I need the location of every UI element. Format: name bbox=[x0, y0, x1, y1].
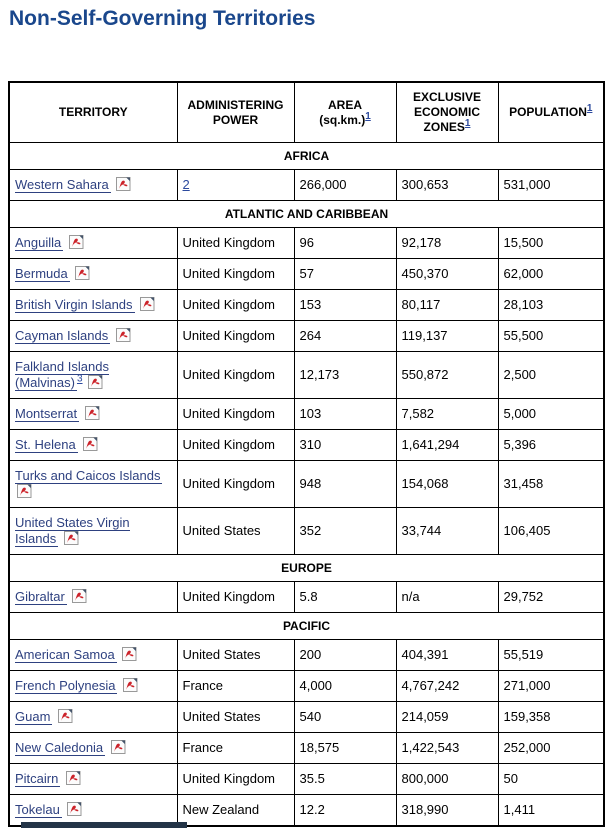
administering-power-text: United Kingdom bbox=[182, 266, 275, 281]
column-header-text: ADMINISTERING bbox=[187, 97, 284, 112]
column-header-territory bbox=[9, 82, 177, 143]
territory-cell bbox=[9, 170, 177, 201]
administering-power-text: United Kingdom bbox=[182, 476, 275, 491]
population-cell bbox=[498, 461, 604, 508]
administering-power-cell bbox=[177, 399, 294, 430]
footnote-link[interactable]: 3 bbox=[76, 373, 83, 385]
eez-cell bbox=[396, 290, 498, 321]
column-header-text: (sq.km.) bbox=[319, 112, 366, 127]
territory-cell bbox=[9, 508, 177, 555]
territory-link[interactable]: Gibraltar bbox=[15, 589, 65, 604]
territory-cell bbox=[9, 764, 177, 795]
eez-cell bbox=[396, 228, 498, 259]
area-cell bbox=[294, 228, 396, 259]
population-value: 28,103 bbox=[503, 297, 544, 312]
table-row bbox=[9, 582, 604, 613]
territory-link[interactable]: Pitcairn bbox=[15, 771, 59, 786]
eez-cell bbox=[396, 430, 498, 461]
pdf-icon[interactable] bbox=[123, 678, 138, 692]
administering-power-text: United Kingdom bbox=[182, 328, 275, 343]
administering-power-cell bbox=[177, 733, 294, 764]
administering-power-text: United Kingdom bbox=[182, 297, 275, 312]
table-row bbox=[9, 764, 604, 795]
footnote-link[interactable]: 1 bbox=[464, 118, 471, 129]
section-row bbox=[9, 143, 604, 170]
column-header-text: POWER bbox=[212, 112, 259, 127]
eez-value: 80,117 bbox=[401, 297, 441, 312]
footnote-link[interactable]: 1 bbox=[365, 110, 371, 122]
territory-link[interactable]: St. Helena bbox=[15, 437, 76, 452]
area-cell bbox=[294, 795, 396, 827]
administering-power-text: United Kingdom bbox=[182, 589, 275, 604]
area-value: 12.2 bbox=[299, 802, 325, 817]
area-cell bbox=[294, 733, 396, 764]
territory-link[interactable]: American Samoa bbox=[15, 647, 115, 662]
pdf-icon[interactable] bbox=[17, 484, 32, 498]
administering-power-text: United States bbox=[182, 647, 261, 662]
population-cell bbox=[498, 321, 604, 352]
population-cell bbox=[498, 702, 604, 733]
area-value: 18,575 bbox=[299, 740, 340, 755]
table-row bbox=[9, 228, 604, 259]
pdf-icon[interactable] bbox=[66, 771, 81, 785]
table-row bbox=[9, 461, 604, 508]
administering-power-cell bbox=[177, 671, 294, 702]
population-value: 1,411 bbox=[503, 802, 536, 817]
administering-power-text: United Kingdom bbox=[182, 437, 275, 452]
territories-table bbox=[8, 81, 605, 827]
territory-cell bbox=[9, 733, 177, 764]
eez-cell bbox=[396, 795, 498, 827]
territory-link[interactable]: Guam bbox=[15, 709, 51, 724]
page-title: Non-Self-Governing Territories bbox=[9, 7, 316, 30]
table-row bbox=[9, 430, 604, 461]
administering-power-cell bbox=[177, 290, 294, 321]
administering-power-cell bbox=[177, 170, 294, 201]
table-row bbox=[9, 290, 604, 321]
header-row bbox=[9, 82, 604, 143]
population-value: 252,000 bbox=[503, 740, 551, 755]
territory-link[interactable]: Western Sahara bbox=[15, 177, 109, 192]
territory-link[interactable]: French Polynesia bbox=[15, 678, 116, 693]
eez-value: 1,641,294 bbox=[401, 437, 460, 452]
territory-link[interactable]: Anguilla bbox=[15, 235, 62, 250]
administering-power-cell bbox=[177, 321, 294, 352]
administering-power-text: France bbox=[182, 678, 223, 693]
area-value: 540 bbox=[299, 709, 322, 724]
table-row bbox=[9, 671, 604, 702]
territory-cell bbox=[9, 671, 177, 702]
table-row bbox=[9, 733, 604, 764]
column-header-text: EXCLUSIVE bbox=[412, 90, 481, 104]
table-body bbox=[9, 143, 604, 827]
area-cell bbox=[294, 671, 396, 702]
area-cell bbox=[294, 702, 396, 733]
administering-power-cell bbox=[177, 259, 294, 290]
area-cell bbox=[294, 290, 396, 321]
administering-power-cell bbox=[177, 702, 294, 733]
population-value: 31,458 bbox=[503, 476, 544, 491]
administering-power-text: New Zealand bbox=[182, 802, 260, 817]
population-value: 50 bbox=[503, 771, 518, 786]
eez-cell bbox=[396, 321, 498, 352]
territory-cell bbox=[9, 430, 177, 461]
territory-cell bbox=[9, 228, 177, 259]
area-value: 264 bbox=[299, 328, 322, 343]
area-cell bbox=[294, 764, 396, 795]
population-cell bbox=[498, 582, 604, 613]
footnote-link[interactable]: 2 bbox=[182, 177, 190, 192]
section-row bbox=[9, 201, 604, 228]
eez-value: n/a bbox=[401, 589, 420, 604]
administering-power-cell bbox=[177, 764, 294, 795]
column-header-text: TERRITORY bbox=[58, 105, 128, 119]
area-value: 310 bbox=[299, 437, 322, 452]
population-cell bbox=[498, 170, 604, 201]
eez-cell bbox=[396, 461, 498, 508]
territory-cell bbox=[9, 290, 177, 321]
eez-value: 550,872 bbox=[401, 367, 449, 382]
administering-power-text: United States bbox=[182, 523, 261, 538]
pdf-icon[interactable] bbox=[88, 375, 103, 389]
pdf-icon[interactable] bbox=[67, 802, 82, 816]
area-value: 5.8 bbox=[299, 589, 318, 604]
area-cell bbox=[294, 352, 396, 399]
eez-cell bbox=[396, 508, 498, 555]
eez-cell bbox=[396, 671, 498, 702]
area-value: 12,173 bbox=[299, 367, 340, 382]
territory-cell bbox=[9, 640, 177, 671]
area-value: 4,000 bbox=[299, 678, 333, 693]
pdf-icon[interactable] bbox=[122, 647, 137, 661]
eez-value: 404,391 bbox=[401, 647, 449, 662]
eez-cell bbox=[396, 259, 498, 290]
pdf-icon[interactable] bbox=[111, 740, 126, 754]
table-row bbox=[9, 702, 604, 733]
population-cell bbox=[498, 430, 604, 461]
eez-value: 318,990 bbox=[401, 802, 449, 817]
eez-cell bbox=[396, 582, 498, 613]
population-value: 106,405 bbox=[503, 523, 551, 538]
territory-cell bbox=[9, 582, 177, 613]
eez-cell bbox=[396, 733, 498, 764]
population-value: 5,396 bbox=[503, 437, 537, 452]
eez-value: 154,068 bbox=[401, 476, 449, 491]
area-value: 35.5 bbox=[299, 771, 325, 786]
pdf-icon[interactable] bbox=[116, 177, 131, 191]
population-cell bbox=[498, 795, 604, 827]
population-cell bbox=[498, 399, 604, 430]
eez-value: 450,370 bbox=[401, 266, 449, 281]
eez-value: 214,059 bbox=[401, 709, 449, 724]
column-header-text: ZONES bbox=[423, 120, 465, 134]
eez-cell bbox=[396, 640, 498, 671]
population-value: 2,500 bbox=[503, 367, 537, 382]
section-title: AFRICA bbox=[9, 143, 604, 170]
section-title: EUROPE bbox=[9, 555, 604, 582]
territory-link[interactable]: United States Virgin Islands bbox=[15, 515, 130, 546]
area-value: 96 bbox=[299, 235, 314, 250]
population-value: 271,000 bbox=[503, 678, 551, 693]
administering-power-text: United Kingdom bbox=[182, 235, 275, 250]
pdf-icon[interactable] bbox=[69, 235, 84, 249]
administering-power-text: France bbox=[182, 740, 223, 755]
eez-value: 92,178 bbox=[401, 235, 442, 250]
territory-cell bbox=[9, 321, 177, 352]
administering-power-text: United States bbox=[182, 709, 261, 724]
territory-link[interactable]: Cayman Islands bbox=[15, 328, 109, 343]
administering-power-cell bbox=[177, 430, 294, 461]
territory-link[interactable]: Falkland Islands (Malvinas) bbox=[15, 359, 109, 390]
table-row bbox=[9, 508, 604, 555]
area-value: 352 bbox=[299, 523, 322, 538]
population-cell bbox=[498, 352, 604, 399]
area-value: 266,000 bbox=[299, 177, 347, 192]
population-value: 159,358 bbox=[503, 709, 551, 724]
column-header-eez bbox=[396, 82, 498, 143]
footnote-link[interactable]: 1 bbox=[586, 103, 593, 114]
pdf-icon[interactable] bbox=[116, 328, 131, 342]
pdf-icon[interactable] bbox=[140, 297, 155, 311]
table-row bbox=[9, 321, 604, 352]
pdf-icon[interactable] bbox=[85, 406, 100, 420]
column-header-text: ECONOMIC bbox=[414, 105, 480, 119]
area-value: 153 bbox=[299, 297, 322, 312]
administering-power-cell bbox=[177, 228, 294, 259]
table-row bbox=[9, 259, 604, 290]
section-row bbox=[9, 613, 604, 640]
population-value: 15,500 bbox=[503, 235, 544, 250]
administering-power-text: United Kingdom bbox=[182, 367, 275, 382]
administering-power-cell bbox=[177, 640, 294, 671]
eez-cell bbox=[396, 170, 498, 201]
pdf-icon[interactable] bbox=[75, 266, 90, 280]
eez-value: 1,422,543 bbox=[401, 740, 460, 755]
population-value: 531,000 bbox=[503, 177, 551, 192]
population-cell bbox=[498, 764, 604, 795]
pdf-icon[interactable] bbox=[64, 531, 79, 545]
territory-link[interactable]: Bermuda bbox=[15, 266, 68, 281]
area-cell bbox=[294, 170, 396, 201]
column-header-text: AREA bbox=[327, 97, 362, 112]
administering-power-cell bbox=[177, 508, 294, 555]
territory-cell bbox=[9, 352, 177, 399]
eez-value: 4,767,242 bbox=[401, 678, 460, 693]
area-cell bbox=[294, 430, 396, 461]
territory-cell bbox=[9, 461, 177, 508]
administering-power-text: United Kingdom bbox=[182, 771, 275, 786]
territory-link[interactable]: Tokelau bbox=[15, 802, 60, 817]
pdf-icon[interactable] bbox=[72, 589, 87, 603]
territory-link[interactable]: Turks and Caicos Islands bbox=[15, 468, 161, 483]
area-cell bbox=[294, 582, 396, 613]
eez-cell bbox=[396, 352, 498, 399]
administering-power-cell bbox=[177, 582, 294, 613]
administering-power-cell bbox=[177, 352, 294, 399]
eez-value: 7,582 bbox=[401, 406, 435, 421]
section-row bbox=[9, 555, 604, 582]
territory-link[interactable]: New Caledonia bbox=[15, 740, 104, 755]
table-row bbox=[9, 399, 604, 430]
pdf-icon[interactable] bbox=[83, 437, 98, 451]
area-cell bbox=[294, 321, 396, 352]
population-cell bbox=[498, 733, 604, 764]
population-value: 5,000 bbox=[503, 406, 537, 421]
population-cell bbox=[498, 640, 604, 671]
table-row bbox=[9, 170, 604, 201]
eez-value: 300,653 bbox=[401, 177, 449, 192]
population-cell bbox=[498, 671, 604, 702]
eez-cell bbox=[396, 702, 498, 733]
eez-value: 119,137 bbox=[401, 328, 448, 343]
population-value: 29,752 bbox=[503, 589, 544, 604]
territory-cell bbox=[9, 702, 177, 733]
column-header-population bbox=[498, 82, 604, 143]
population-cell bbox=[498, 508, 604, 555]
pdf-icon[interactable] bbox=[58, 709, 73, 723]
area-cell bbox=[294, 461, 396, 508]
column-header-text: POPULATION bbox=[509, 105, 587, 119]
eez-cell bbox=[396, 399, 498, 430]
area-cell bbox=[294, 399, 396, 430]
administering-power-cell bbox=[177, 795, 294, 827]
area-value: 57 bbox=[299, 266, 314, 281]
area-cell bbox=[294, 508, 396, 555]
territory-cell bbox=[9, 259, 177, 290]
table-row bbox=[9, 640, 604, 671]
population-cell bbox=[498, 228, 604, 259]
clipped-bottom-bar bbox=[21, 822, 187, 828]
area-value: 103 bbox=[299, 406, 322, 421]
territory-cell bbox=[9, 399, 177, 430]
section-title: PACIFIC bbox=[9, 613, 604, 640]
eez-value: 33,744 bbox=[401, 523, 442, 538]
population-cell bbox=[498, 290, 604, 321]
territory-link[interactable]: British Virgin Islands bbox=[15, 297, 133, 312]
population-value: 62,000 bbox=[503, 266, 544, 281]
column-header-administering-power bbox=[177, 82, 294, 143]
area-cell bbox=[294, 640, 396, 671]
area-cell bbox=[294, 259, 396, 290]
territory-link[interactable]: Montserrat bbox=[15, 406, 78, 421]
table-row bbox=[9, 352, 604, 399]
population-value: 55,500 bbox=[503, 328, 544, 343]
population-value: 55,519 bbox=[503, 647, 544, 662]
column-header-area bbox=[294, 82, 396, 143]
population-cell bbox=[498, 259, 604, 290]
administering-power-text: United Kingdom bbox=[182, 406, 275, 421]
administering-power-cell bbox=[177, 461, 294, 508]
eez-cell bbox=[396, 764, 498, 795]
eez-value: 800,000 bbox=[401, 771, 449, 786]
area-value: 948 bbox=[299, 476, 322, 491]
area-value: 200 bbox=[299, 647, 322, 662]
section-title: ATLANTIC AND CARIBBEAN bbox=[9, 201, 604, 228]
